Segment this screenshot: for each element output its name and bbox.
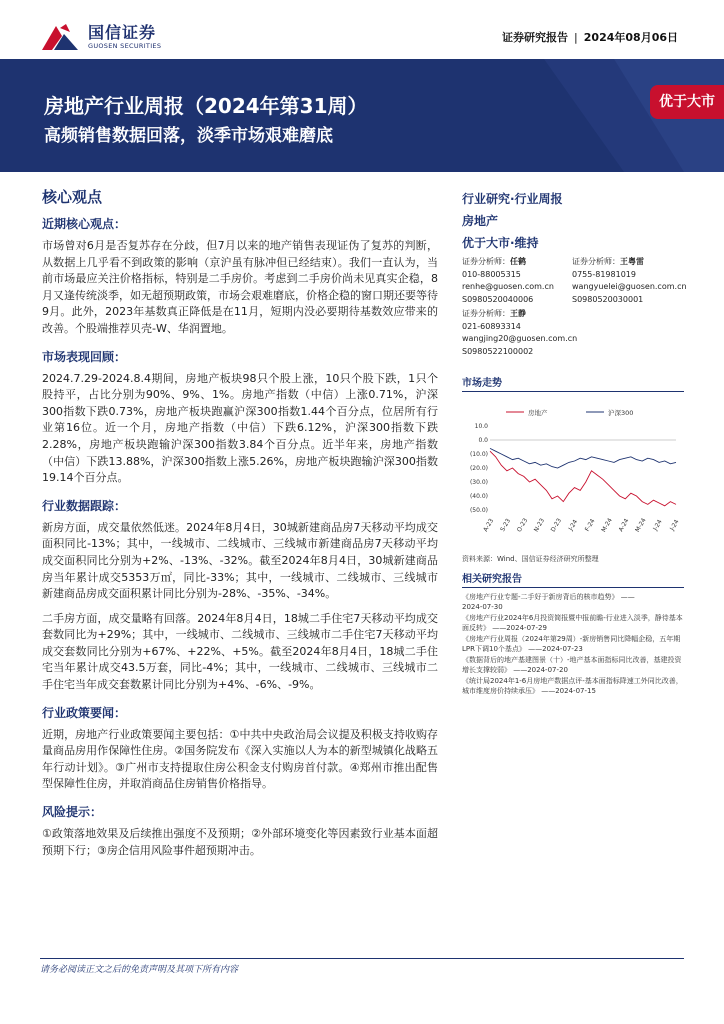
related-report-link[interactable]	[462, 676, 684, 696]
related-report-title: 《房地产行业2024年6月投资简报暨中报前瞻-行业进入淡季，静待基本面反转》 ——2024-07-29	[462, 614, 683, 632]
legend-label: 房地产	[528, 409, 548, 417]
analyst-email[interactable]: wangjing20@guosen.com.cn	[462, 334, 578, 343]
rating-tag: 优于大市·维持	[462, 236, 539, 250]
trend-chart-svg	[462, 392, 684, 552]
analyst-phone: 010-88005315	[462, 269, 521, 279]
guosen-logo	[40, 20, 200, 56]
analyst-email[interactable]: renhe@guosen.com.cn	[462, 282, 554, 291]
y-tick-label: (40.0)	[469, 493, 488, 500]
x-tick-label: A-24	[617, 517, 631, 533]
subsection-title: 行业政策要闻：	[42, 705, 127, 720]
analyst-block	[462, 256, 687, 356]
x-tick-label: M-24	[600, 517, 614, 534]
analyst-cert: S0980522100002	[462, 346, 534, 356]
related-report-title: 《统计局2024年1-6月房地产数据点评-基本面指标降速工外同比改善，城市维度房价持续承压》 ——2024-07-15	[462, 677, 683, 695]
series-line	[490, 448, 676, 468]
x-tick-label: J-24	[668, 518, 681, 532]
report-type: 证券研究报告	[502, 31, 569, 44]
analyst-name: 王粤雷	[620, 257, 644, 266]
logo-text: 国信证券	[88, 23, 157, 42]
related-report-link[interactable]	[462, 592, 684, 612]
subsection-title: 风险提示：	[42, 805, 103, 820]
analyst-label: 证券分析师：	[462, 257, 510, 266]
related-report-link[interactable]	[462, 655, 684, 675]
x-tick-label: J-24	[567, 518, 580, 532]
report-meta	[502, 29, 678, 45]
analyst-email[interactable]: wangyuelei@guosen.com.cn	[572, 282, 687, 291]
analyst-cert: S0980520040006	[462, 294, 534, 304]
analyst-card	[462, 256, 572, 306]
paragraph: 二手房方面，成交量略有回落。2024年8月4日，18城二手住宅7天移动平均成交套数同比为+29%；其中，一线城市、二线城市、三线城市二手住宅7天移动平均成交套数同比分别为+67%、+22%、+5%。截至2024年8月4日，18城二手住宅当年累计成交43.5万套，同比-4%；其中，一线城市、二线城市、三线城市二手住宅当年成交套数累计同比分别为+4%、-6%、-9%。	[42, 611, 438, 692]
series-line	[490, 451, 676, 506]
analyst-name: 王静	[510, 309, 526, 318]
chart-title: 市场走势	[462, 374, 684, 392]
analyst-label: 证券分析师：	[572, 257, 620, 266]
guosen-logo-icon	[40, 22, 80, 54]
y-tick-label: 0.0	[478, 437, 488, 444]
paragraph: 市场曾对6月是否复苏存在分歧，但7月以来的地产销售表现证伪了复苏的判断，从数据上几乎看不到政策的影响（京沪虽有脉冲但已经结束）。我们一直认为，当前市场最应关注价格指标，特别是二手房价。考虑到二手房价尚未见真实企稳，8月又逢传统淡季，如无超预期政策，市场会艰难磨底，价格企稳的窗口期还要等待9月。此外，2023年基数真正降低是在11月，短期内没必要期待基数效应带来的改善。个股端推荐贝壳-W、华润置地。	[42, 239, 438, 335]
legend-label: 沪深300	[608, 409, 634, 417]
market-trend-chart	[462, 392, 684, 552]
x-tick-label: D-23	[549, 517, 563, 534]
separator: |	[574, 31, 578, 44]
logo-subtext: GUOSEN SECURITIES	[88, 42, 162, 50]
y-tick-label: (10.0)	[469, 451, 488, 458]
related-research-list	[462, 592, 684, 696]
analyst-phone: 021-60893314	[462, 321, 521, 331]
x-tick-label: N-23	[532, 517, 547, 534]
footer-divider	[40, 958, 684, 959]
x-tick-label: F-24	[583, 517, 597, 533]
x-tick-label: O-23	[515, 517, 530, 534]
related-research-title: 相关研究报告	[462, 570, 684, 588]
subsection-title: 市场表现回顾：	[42, 349, 127, 364]
x-tick-label: M-24	[634, 517, 648, 534]
paragraph: 新房方面，成交量依然低迷。2024年8月4日，30城新建商品房7天移动平均成交面积同比-13%；其中，一线城市、二线城市、三线城市新建商品房7天移动平均成交面积同比分别为+2%、-13%、-32%。截至2024年8月4日，30城新建商品房当年累计成交5353万㎡，同比-33%；其中，一线城市、二线城市、三线城市新建商品房成交面积累计同比分别为-28%、-35%、-34%。	[42, 520, 438, 601]
related-report-link[interactable]	[462, 634, 684, 654]
x-tick-label: A-23	[482, 517, 496, 533]
paragraph: 近期，房地产行业政策要闻主要包括：①中共中央政治局会议提及积极支持收购存量商品房用作保障性住房。②国务院发布《深入实施以人为本的新型城镇化战略五年行动计划》。③广州市支持提取住房公积金支付购房首付款。④郑州市推出配售型保障性住房，并取消商品住房销售价格指导。	[42, 727, 438, 791]
analyst-name: 任鹤	[510, 257, 526, 266]
report-title: 房地产行业周报（2024年第31周）	[44, 94, 368, 118]
y-tick-label: 10.0	[474, 423, 488, 430]
analyst-cert: S0980520030001	[572, 294, 644, 304]
related-report-date: 2024-07-30	[462, 603, 503, 611]
subsection-title: 行业数据跟踪：	[42, 498, 127, 513]
sector-tag: 房地产	[462, 214, 499, 228]
y-tick-label: (50.0)	[469, 507, 488, 514]
y-tick-label: (30.0)	[469, 479, 488, 486]
x-tick-label: S-23	[499, 517, 513, 533]
subsection-title: 近期核心观点：	[42, 217, 127, 231]
paragraph: ①政策落地效果及后续推出强度不及预期；②外部环境变化等因素致行业基本面超预期下行；③房企信用风险事件超预期冲击。	[42, 827, 438, 857]
analyst-label: 证券分析师：	[462, 309, 510, 318]
y-tick-label: (20.0)	[469, 465, 488, 472]
chart-source: 资料来源：Wind、国信证券经济研究所整理	[462, 555, 599, 563]
disclaimer-note: 请务必阅读正文之后的免责声明及其项下所有内容	[40, 965, 239, 975]
sidebar-column	[462, 188, 687, 697]
related-report-title: 《数据背后的地产基建图景（十）-地产基本面指标同比改善，基建投资增长支撑较弱》 ——2024-07-20	[462, 656, 682, 674]
category-tag: 行业研究·行业周报	[462, 192, 563, 206]
paragraph: 2024.7.29-2024.8.4期间，房地产板块98只个股上涨，10只个股下跌，1只个股持平，占比分别为90%、9%、1%。房地产指数（中信）上涨0.71%，沪深300指数下跌0.73%，房地产板块跑赢沪深300指数1.44个百分点，位居所有行业第16位。近一个月，房地产指数（中信）下跌6.12%，沪深300指数下跌2.28%，房地产板块跑输沪深300指数3.84个百分点。近半年来，房地产指数（中信）下跌13.88%，沪深300指数上涨5.26%，房地产板块跑输沪深300指数19.14个百分点。	[42, 371, 438, 485]
x-tick-label: J-24	[651, 518, 664, 532]
related-report-title: 《房地产行业周报（2024年第29周）-新房销售同比降幅企稳，五年期LPR下调10个基点》 ——2024-07-23	[462, 635, 681, 653]
analyst-phone: 0755-81981019	[572, 269, 636, 279]
section-title: 核心观点	[42, 188, 103, 206]
analyst-card	[462, 308, 578, 358]
rating-badge: 优于大市	[650, 85, 724, 119]
report-subtitle: 高频销售数据回落，淡季市场艰难磨底	[44, 126, 333, 146]
related-report-title: 《房地产行业专题-二手好于新房背后的核市趋势》 ——	[462, 593, 635, 601]
report-date: 2024年08月06日	[583, 31, 678, 44]
related-report-link[interactable]	[462, 613, 684, 633]
core-views-column	[42, 186, 438, 859]
analyst-card	[572, 256, 687, 306]
